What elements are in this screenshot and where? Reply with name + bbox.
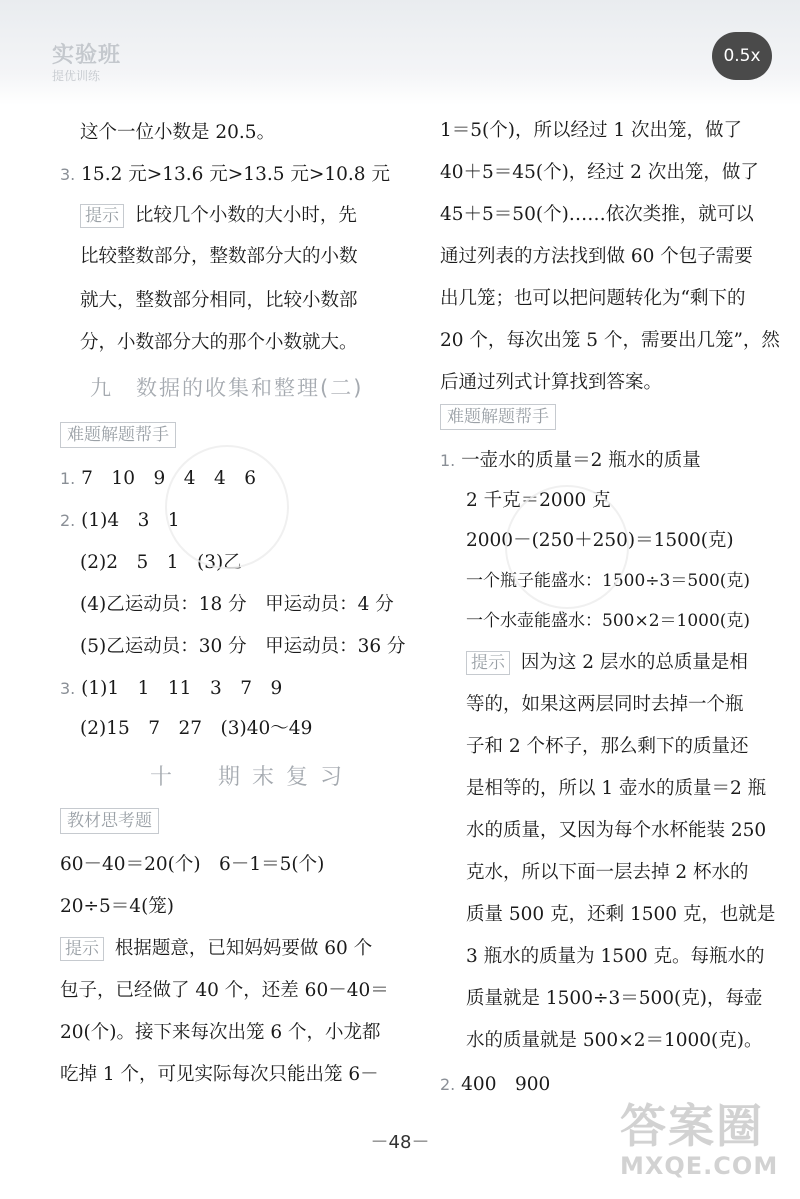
playback-speed-button[interactable]: 0.5x: [712, 32, 772, 80]
watermark-circle: [165, 445, 289, 569]
answer-item: [60, 162, 390, 188]
text-line: 是相等的，所以 1 壶水的质量＝2 瓶: [466, 778, 767, 799]
answer-item: [60, 676, 282, 702]
text-line: 20(个)。接下来每次出笼 6 个，小龙都: [60, 1022, 381, 1043]
hint-text: 比较几个小数的大小时，先: [134, 205, 357, 226]
text-line: 克水，所以下面一层去掉 2 杯水的: [466, 862, 749, 883]
hint-text: 因为这 2 层水的总质量是相: [520, 652, 748, 673]
watermark-circle: [505, 485, 629, 609]
text-line: (2)15 7 27 (3)40～49: [80, 718, 313, 739]
text-line: 吃掉 1 个，可见实际每次只能出笼 6－: [60, 1064, 379, 1085]
site-watermark-title: 答案圈: [620, 1099, 764, 1153]
item-text: 400 900: [461, 1074, 551, 1095]
item-number: 2.: [60, 511, 76, 530]
item-number: 1.: [440, 451, 456, 470]
answer-item: [440, 448, 701, 474]
text-line: (2)2 5 1 (3)乙: [80, 552, 242, 573]
logo-main-text: 实验班: [52, 43, 122, 68]
site-watermark-domain: MXQE.COM: [620, 1152, 779, 1180]
text-line: 20÷5＝4(笼): [60, 896, 175, 917]
text-line: 2 千克＝2000 克: [466, 490, 611, 511]
answer-item: [440, 1072, 550, 1098]
answer-item: [60, 508, 180, 534]
logo-sub-text: 提优训练: [52, 69, 101, 83]
text-line: 等的，如果这两层同时去掉一个瓶: [466, 694, 744, 715]
item-text: (1)4 3 1: [81, 510, 180, 531]
label-box: [60, 808, 159, 834]
text-line: 分，小数部分大的那个小数就大。: [80, 332, 358, 353]
hint-line: [60, 936, 372, 962]
item-number: 2.: [440, 1075, 456, 1094]
hint-line: [80, 203, 357, 229]
publisher-logo: [52, 38, 142, 86]
section-heading: 十 期末复习: [150, 765, 355, 790]
label-box: [440, 404, 556, 430]
text-line: 水的质量，又因为每个水杯能装 250: [466, 820, 767, 841]
text-line: 45＋5＝50(个)……依次类推，就可以: [440, 204, 754, 225]
text-line: 比较整数部分，整数部分大的小数: [80, 246, 358, 267]
page-number: －48－: [370, 1132, 430, 1153]
item-text: 15.2 元>13.6 元>13.5 元>10.8 元: [81, 164, 390, 185]
text-line: 这个一位小数是 20.5。: [80, 122, 276, 143]
section-label: 难题解题帮手: [60, 422, 176, 448]
section-label: 教材思考题: [60, 808, 159, 834]
text-line: 后通过列式计算找到答案。: [440, 372, 663, 393]
hint-tag: 提示: [60, 937, 103, 961]
text-line: 60－40＝20(个) 6－1＝5(个): [60, 854, 325, 875]
section-heading: 九 数据的收集和整理(二): [90, 376, 364, 400]
text-line: 20 个，每次出笼 5 个，需要出几笼”，然: [440, 330, 780, 351]
item-number: 3.: [60, 679, 76, 698]
item-text: (1)1 1 11 3 7 9: [81, 678, 283, 699]
text-line: 2000－(250＋250)＝1500(克): [466, 530, 734, 551]
text-line: 1＝5(个)，所以经过 1 次出笼，做了: [440, 120, 743, 141]
hint-line: [466, 650, 748, 676]
text-line: 包子，已经做了 40 个，还差 60－40＝: [60, 980, 389, 1001]
text-line: (4)乙运动员：18 分 甲运动员：4 分: [80, 594, 394, 615]
text-line: 质量就是 1500÷3＝500(克)，每壶: [466, 988, 763, 1009]
site-watermark: [620, 1100, 790, 1195]
label-box: [60, 422, 176, 448]
item-text: 7 10 9 4 4 6: [81, 468, 257, 489]
text-line: (5)乙运动员：30 分 甲运动员：36 分: [80, 636, 406, 657]
text-line: 水的质量就是 500×2＝1000(克)。: [466, 1030, 763, 1051]
text-line: 通过列表的方法找到做 60 个包子需要: [440, 246, 753, 267]
text-line: 40＋5＝45(个)，经过 2 次出笼，做了: [440, 162, 759, 183]
text-line: 出几笼；也可以把问题转化为“剩下的: [440, 288, 746, 309]
text-line: 就大，整数部分相同，比较小数部: [80, 290, 358, 311]
hint-text: 根据题意，已知妈妈要做 60 个: [114, 938, 373, 959]
hint-tag: 提示: [80, 204, 123, 228]
text-line: 3 瓶水的质量为 1500 克。每瓶水的: [466, 946, 765, 967]
text-line: 子和 2 个杯子，那么剩下的质量还: [466, 736, 749, 757]
item-text: 一壶水的质量＝2 瓶水的质量: [461, 450, 701, 471]
item-number: 3.: [60, 165, 76, 184]
item-number: 1.: [60, 469, 76, 488]
text-line: 一个瓶子能盛水：1500÷3＝500(克): [466, 571, 751, 591]
section-label: 难题解题帮手: [440, 404, 556, 430]
text-line: 质量 500 克，还剩 1500 克，也就是: [466, 904, 776, 925]
text-line: 一个水壶能盛水：500×2＝1000(克): [466, 611, 751, 631]
hint-tag: 提示: [466, 651, 509, 675]
